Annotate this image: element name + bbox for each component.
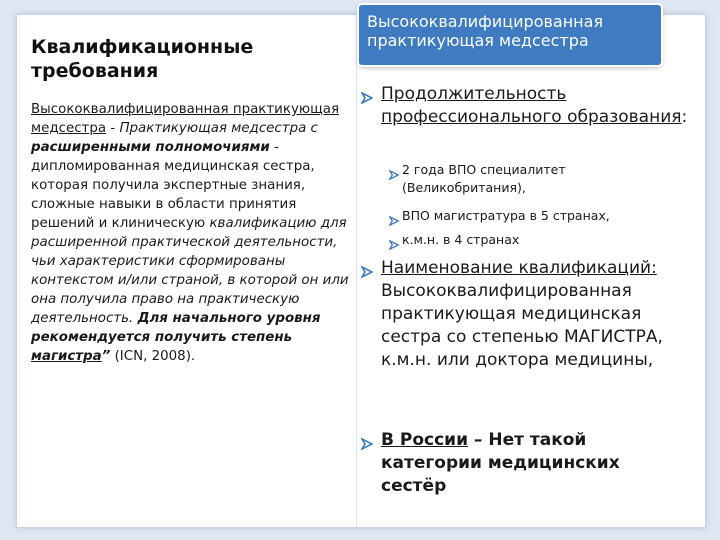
banner-line-2: практикующая медсестра [367,31,589,50]
arrow-bullet-icon [389,211,399,221]
bold-italic-definition: расширенными полномочиями [31,140,270,155]
russia-text: – Нет такой категории медицинских сестёр [381,430,620,496]
arrow-bullet-icon [361,263,373,275]
arrow-bullet-icon [389,235,399,245]
sub-item: ВПО магистратура в 5 странах, [402,208,610,223]
dash: - [106,121,120,136]
arrow-bullet-icon [389,165,399,175]
arrow-bullet-icon [361,89,373,101]
qualification-heading: Наименование квалификаций: [381,258,657,278]
definition-text [31,100,351,366]
left-title-line-2: требования [31,60,159,82]
masters-degree: магистра [31,349,102,364]
bullet-russia [381,429,661,498]
duration-colon: : [681,107,688,127]
citation: (ICN, 2008). [110,349,196,364]
banner-line-1: Высококвалифицированная [367,12,604,31]
duration-heading: Продолжительность профессионального образования [381,84,682,127]
slide [16,14,706,528]
recommendation: Для начального уровня рекомендуется получить степень [31,311,321,345]
quote-close: ” [101,349,111,364]
qualification-text: Высококвалифицированная практикующая медицинская сестра со степенью МАГИСТРА, к.м.н. или доктора медицины, [381,281,663,370]
title-banner [359,5,661,65]
term: Высококвалифицированная практикующая медсестра [31,102,340,136]
bullet-qualification [381,257,697,372]
sub-item: 2 года ВПО специалитет (Великобритания), [402,162,566,195]
column-divider [356,15,357,527]
body-italic: квалификацию для расширенной практической деятельности, чьи характеристики сформированы контекстом и/или страной, в которой он или она получила право на практическую деятельность. [31,216,349,326]
dash: - [269,140,279,155]
italic-definition: Практикующая медсестра с [119,121,318,136]
arrow-bullet-icon [361,435,373,447]
left-title-line-1: Квалификационные [31,36,254,58]
sub-item: к.м.н. в 4 странах [402,232,520,247]
russia-heading: В России [381,430,468,450]
left-title [31,35,331,83]
bullet-duration [381,83,691,129]
body-plain: дипломированная медицинская сестра, которая получила экспертные знания, сложные навыки в области принятия решений и клиническую [31,159,315,231]
